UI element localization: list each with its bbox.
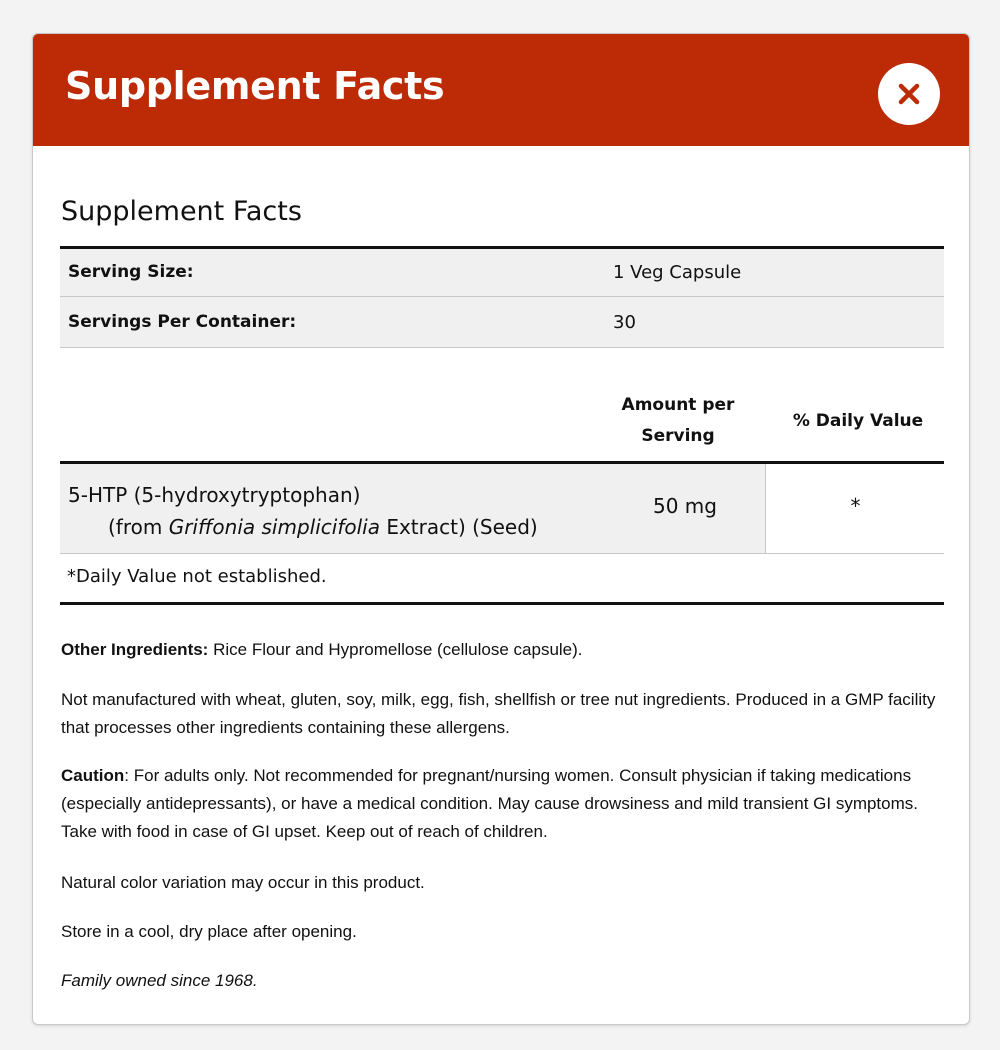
ingredient-source-prefix: (from	[108, 515, 169, 539]
modal-title: Supplement Facts	[65, 64, 445, 108]
servings-per-container-value: 30	[613, 312, 636, 333]
other-ingredients-label: Other Ingredients:	[61, 640, 209, 659]
family-owned-text: Family owned since 1968.	[61, 971, 258, 990]
close-button[interactable]	[878, 63, 940, 125]
ingredient-name: 5-HTP (5-hydroxytryptophan)	[68, 483, 361, 507]
close-icon	[897, 82, 921, 106]
ingredient-source-species: Griffonia simplicifolia	[168, 515, 380, 539]
color-variation-note: Natural color variation may occur in this product.	[61, 873, 425, 892]
storage-note: Store in a cool, dry place after opening.	[61, 922, 357, 941]
modal-header	[33, 34, 969, 146]
servings-per-container-row	[60, 297, 944, 348]
servings-per-container-label: Servings Per Container:	[68, 312, 297, 332]
other-ingredients	[61, 636, 941, 664]
bottom-rule	[60, 602, 944, 605]
allergen-statement: Not manufactured with wheat, gluten, soy, milk, egg, fish, shellfish or tree nut ingredients. Produced in a GMP facility that processes other ingredients containing these allergens.	[61, 690, 936, 737]
ingredient-source	[108, 510, 538, 544]
caution-statement	[61, 762, 941, 846]
caution-text: : For adults only. Not recommended for pregnant/nursing women. Consult physician if taking medications (especially antidepressants), or have a medical condition. May cause drowsiness and mild transient GI symptoms. Take with food in case of GI upset. Keep out of reach of children.	[61, 766, 918, 841]
daily-value-footnote: *Daily Value not established.	[67, 566, 327, 587]
daily-value-header: % Daily Value	[792, 411, 924, 431]
ingredient-amount: 50 mg	[653, 494, 717, 518]
family-owned-note	[61, 967, 941, 995]
facts-heading: Supplement Facts	[61, 196, 302, 227]
ingredient-row	[60, 464, 944, 554]
serving-size-value: 1 Veg Capsule	[613, 262, 742, 283]
supplement-facts-modal	[32, 33, 970, 1025]
serving-size-row	[60, 249, 944, 297]
ingredient-source-suffix: Extract) (Seed)	[379, 515, 538, 539]
other-ingredients-text: Rice Flour and Hypromellose (cellulose capsule).	[208, 640, 583, 659]
amount-per-serving-header	[608, 390, 748, 452]
amount-header-line1: Amount per	[621, 395, 735, 415]
amount-header-line2: Serving	[641, 426, 715, 446]
serving-size-label: Serving Size:	[68, 262, 194, 282]
caution-label: Caution	[61, 766, 125, 785]
ingredient-dv: *	[850, 494, 861, 518]
ingredient-dv-cell	[765, 464, 944, 553]
